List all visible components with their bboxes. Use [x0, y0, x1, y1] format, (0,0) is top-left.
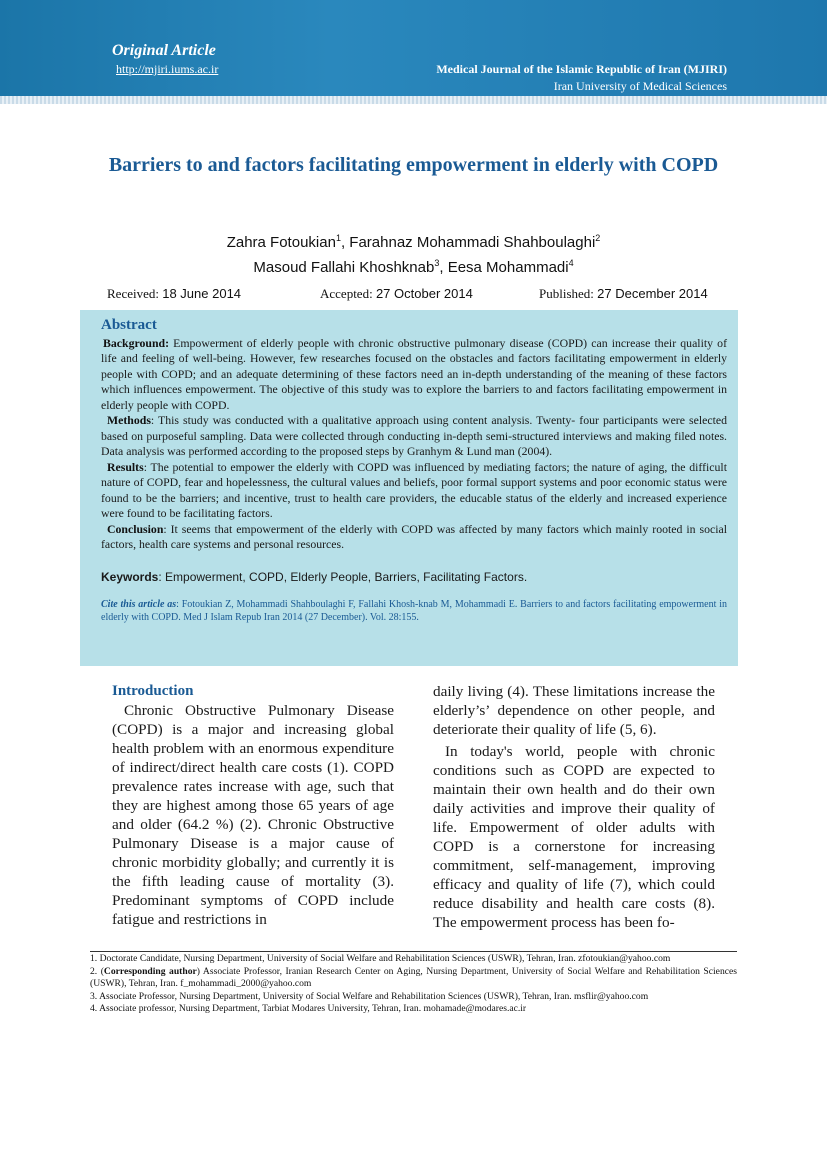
footnote-divider — [90, 951, 737, 952]
corresponding-author-label: Corresponding author — [103, 965, 197, 977]
footnote: 1. Doctorate Candidate, Nursing Department, University of Social Welfare and Rehabilitation Sciences (USWR), Tehran, Iran. zfotoukian@yahoo.com — [90, 953, 671, 964]
footnotes — [90, 953, 737, 1016]
author-line-2 — [90, 253, 737, 278]
abstract-background — [101, 336, 727, 414]
article-type: Original Article — [112, 42, 216, 59]
paragraph: Chronic Obstructive Pulmonary Disease (COPD) is a major and increasing global health problem with an enormous expenditure of indirect/direct health care costs (1). COPD prevalence rates increase with age, such that they are highest among those 65 years of age and older (64.2 %) (2). Chronic Obstructive Pulmonary Disease is a major cause of chronic morbidity globally; and currently it is the fifth leading cause of mortality (3). Predominant symptoms of COPD include fatigue and restrictions in — [112, 702, 394, 928]
keywords-label: Keywords — [101, 569, 159, 584]
keywords — [101, 570, 727, 586]
cite-text: : Fotoukian Z, Mohammadi Shahboulaghi F, Fallahi Khosh-knab M, Mohammadi E. Barriers to and factors facilitating empowerment in elderly with COPD. Med J Islam Repub Iran 2014 (27 December). Vol. 28:155. — [101, 599, 727, 623]
received-value: 18 June 2014 — [162, 286, 242, 301]
paragraph: daily living (4). These limitations increase the elderly’s’ dependence on other people, and deteriorate their quality of life (5, 6). — [433, 683, 715, 738]
footnote-text: ) Associate Professor, Iranian Research Center on Aging, Nursing Department, University of Social Welfare and Rehabilitation Sciences (USWR), Tehran, Iran. f_mohammadi_2000@yahoo.com — [90, 965, 737, 989]
methods-text: : This study was conducted with a qualitative approach using content analysis. Twenty- four participants were selected based on purposeful sampling. Data were collected through conducting in-depth semi-structured interviews and making filed notes. Data analysis was performed according to the proposed steps by Granhym & Lund man (2004). — [101, 413, 727, 458]
footnote: 4. Associate professor, Nursing Department, Tarbiat Modares University, Tehran, Iran. mohamade@modares.ac.ir — [90, 1003, 527, 1014]
accepted-label: Accepted: — [320, 286, 373, 301]
conclusion-text: : It seems that empowerment of the elderly with COPD was affected by many factors which mainly rooted in social factors, health care systems and personal resources. — [101, 521, 727, 551]
abstract-conclusion — [101, 522, 727, 553]
author-separator: , — [340, 234, 350, 251]
author-separator: , — [439, 259, 448, 276]
abstract-results — [101, 460, 727, 522]
methods-label: Methods — [107, 413, 151, 427]
abstract-box — [80, 310, 738, 666]
published-label: Published: — [539, 286, 594, 301]
author-name: Eesa Mohammadi — [447, 259, 569, 276]
author-line-1 — [90, 228, 737, 253]
body-column-right — [433, 682, 715, 932]
keywords-text: : Empowerment, COPD, Elderly People, Barriers, Facilitating Factors. — [158, 569, 528, 584]
results-label: Results — [107, 459, 144, 474]
received-label: Received: — [107, 286, 159, 301]
article-title: Barriers to and factors facilitating empowerment in elderly with COPD — [108, 154, 719, 176]
journal-name: Medical Journal of the Islamic Republic of Iran (MJIRI) — [436, 62, 727, 76]
received-date — [107, 286, 241, 302]
introduction-heading: Introduction — [112, 683, 194, 699]
affiliation-marker: 4 — [568, 258, 574, 268]
background-text: Empowerment of elderly people with chronic obstructive pulmonary disease (COPD) can increase their quality of life and feeling of well-being. However, few researches focused on the obstacles and factors facilitating empowerment in elderly people with COPD; and an adequate determining of these factors need an in-depth understanding of the meaning of these factors which influences empowerment. The objective of this study was to explore the barriers to and factors facilitating empowerment in elderly people with COPD. — [101, 335, 727, 412]
abstract-content — [101, 318, 727, 624]
conclusion-label: Conclusion — [107, 521, 164, 536]
footnote-prefix: 2. ( — [90, 965, 104, 977]
body-column-left — [112, 682, 394, 929]
header-stripe — [0, 96, 827, 104]
abstract-heading: Abstract — [101, 317, 157, 333]
university-name: Iran University of Medical Sciences — [553, 79, 727, 93]
citation — [101, 599, 727, 624]
author-list — [90, 228, 737, 278]
author-name: Masoud Fallahi Khoshknab — [253, 259, 435, 276]
published-value: 27 December 2014 — [597, 286, 708, 301]
footnote: 3. Associate Professor, Nursing Department, University of Social Welfare and Rehabilitation Sciences (USWR), Tehran, Iran. msflir@yahoo.com — [90, 990, 649, 1002]
author-name: Zahra Fotoukian — [226, 234, 336, 251]
author-name: Farahnaz Mohammadi Shahboulaghi — [349, 234, 596, 251]
journal-url-link[interactable]: http://mjiri.iums.ac.ir — [116, 62, 219, 76]
published-date — [539, 286, 708, 302]
affiliation-marker: 2 — [595, 233, 601, 243]
background-label: Background: — [103, 335, 169, 350]
affiliation-marker: 3 — [434, 258, 440, 268]
accepted-value: 27 October 2014 — [375, 286, 473, 301]
footnote — [90, 966, 737, 991]
abstract-methods — [101, 413, 727, 460]
affiliation-marker: 1 — [335, 233, 341, 243]
results-text: : The potential to empower the elderly with COPD was influenced by mediating factors; the nature of aging, the difficult nature of COPD, fear and hopelessness, the cultural values and beliefs, poor formal support systems and poor economic status were found to be the barriers; and incentive, trust to health care providers, the educable status of the elderly and increased experience were found to be facilitating factors. — [101, 459, 727, 520]
accepted-date — [320, 286, 473, 302]
paragraph: In today's world, people with chronic conditions such as COPD are expected to maintain their own health and do their own daily activities and improve their quality of life. Empowerment of older adults with COPD is a cornerstone for increasing commitment, self-management, improving efficacy and quality of life (7), which could reduce disability and health care costs (8). The empowerment process has been fo- — [433, 743, 715, 931]
cite-label: Cite this article as — [101, 599, 177, 610]
